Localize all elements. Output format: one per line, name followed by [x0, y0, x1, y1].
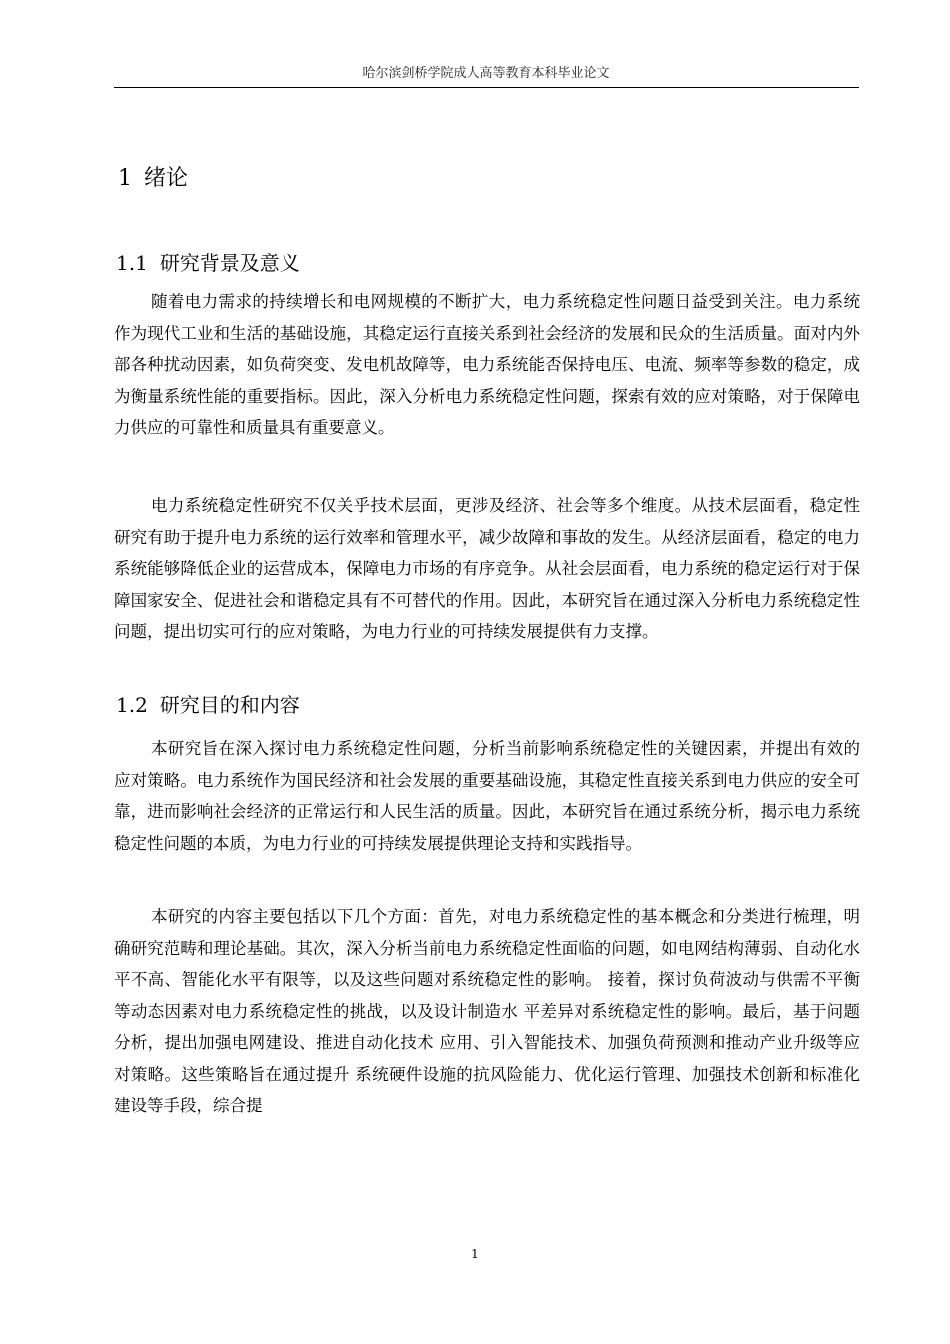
section-title-1-1 — [116, 248, 300, 278]
chapter-title-text: 绪论 — [144, 166, 189, 191]
paragraph-purpose-2: 本研究的内容主要包括以下几个方面：首先，对电力系统稳定性的基本概念和分类进行梳理，明确研究范畴和理论基础。其次，深入分析当前电力系统稳定性面临的问题，如电网结构薄弱、自动化水平不高、智能化水平有限等，以及这些问题对系统稳定性的影响。 接着，探讨负荷波动与供需不平衡等动态因素对电力系统稳定性的挑战，以及设计制造水 平差异对系统稳定性的影响。最后，基于问题分析，提出加强电网建设、推进自动化技术 应用、引入智能技术、加强负荷预测和推动产业升级等应对策略。这些策略旨在通过提升 系统硬件设施的抗风险能力、优化运行管理、加强技术创新和标准化建设等手段，综合提 — [114, 907, 860, 1115]
section-number: 1.1 — [116, 251, 148, 275]
chapter-number: 1 — [118, 166, 132, 191]
section-title-text: 研究背景及意义 — [159, 251, 300, 275]
header-divider — [114, 87, 859, 88]
paragraph-purpose-1: 本研究旨在深入探讨电力系统稳定性问题，分析当前影响系统稳定性的关键因素，并提出有效的应对策略。电力系统作为国民经济和社会发展的重要基础设施，其稳定性直接关系到电力供应的安全可靠，进而影响社会经济的正常运行和人民生活的质量。因此，本研究旨在通过系统分析，揭示电力系统稳定性问题的本质，为电力行业的可持续发展提供理论支持和实践指导。 — [114, 739, 860, 853]
section-title-text: 研究目的和内容 — [159, 693, 300, 717]
chapter-title — [118, 163, 188, 195]
page-header: 哈尔滨剑桥学院成人高等教育本科毕业论文 — [362, 66, 610, 81]
section-number: 1.2 — [116, 693, 148, 717]
paragraph-background-2: 电力系统稳定性研究不仅关乎技术层面，更涉及经济、社会等多个维度。从技术层面看，稳定性研究有助于提升电力系统的运行效率和管理水平，减少故障和事故的发生。从经济层面看，稳定的电力系统能够降低企业的运营成本，保障电力市场的有序竞争。从社会层面看，电力系统的稳定运行对于保障国家安全、促进社会和谐稳定具有不可替代的作用。因此，本研究旨在通过深入分析电力系统稳定性问题，提出切实可行的应对策略，为电力行业的可持续发展提供有力支撑。 — [114, 496, 860, 641]
paragraph-background-1: 随着电力需求的持续增长和电网规模的不断扩大，电力系统稳定性问题日益受到关注。电力系统作为现代工业和生活的基础设施，其稳定运行直接关系到社会经济的发展和民众的生活质量。面对内外部各种扰动因素，如负荷突变、发电机故障等，电力系统能否保持电压、电流、频率等参数的稳定，成为衡量系统性能的重要指标。因此，深入分析电力系统稳定性问题，探索有效的应对策略，对于保障电力供应的可靠性和质量具有重要意义。 — [114, 292, 860, 437]
page-number: 1 — [471, 1247, 479, 1261]
section-title-1-2 — [116, 690, 300, 720]
